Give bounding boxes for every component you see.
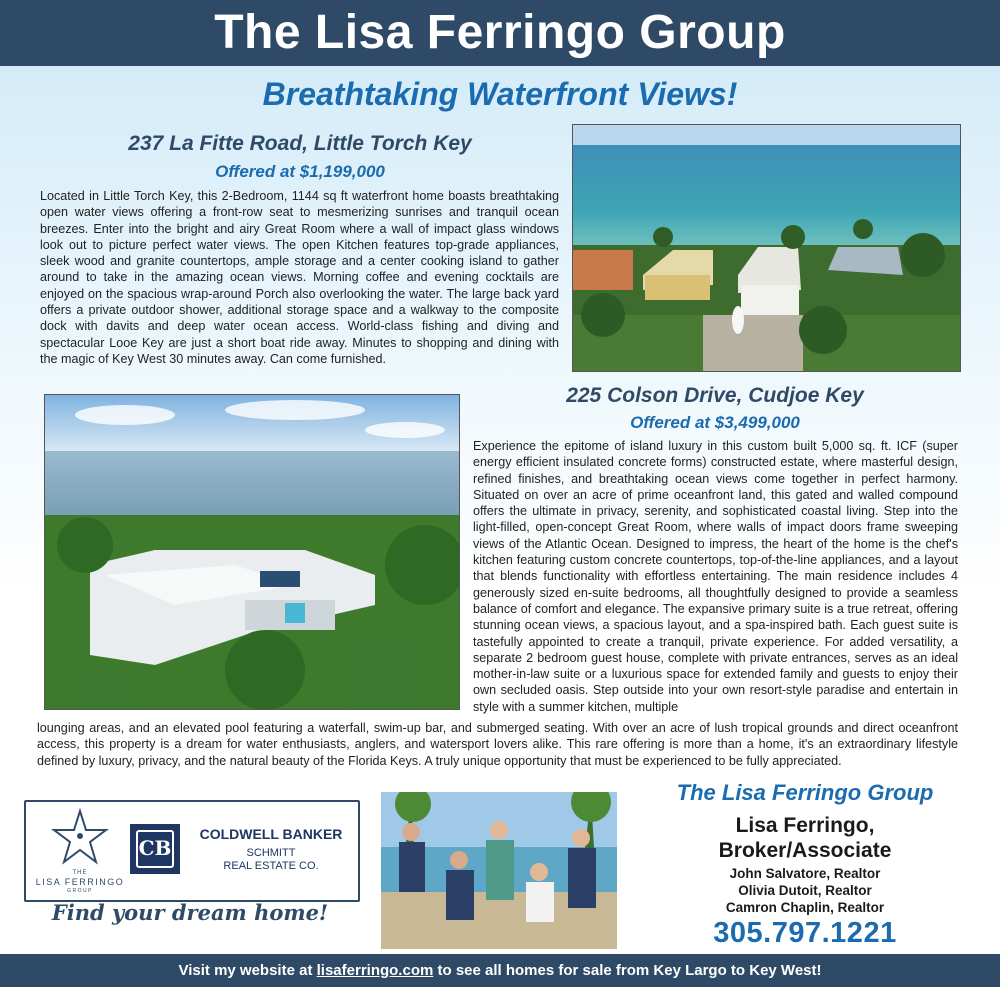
listing-1-address: 237 La Fitte Road, Little Torch Key [128, 132, 472, 155]
listing-2-photo [44, 394, 460, 710]
listing-2-description-part1: Experience the epitome of island luxury in this custom built 5,000 sq. ft. ICF (super energy efficient insulated concrete forms) constructed estate, where masterful design, refined finishes, and breathtaking ocean views come together in perfect harmony. Situated on over an acre of prime oceanfront land, this gated and walled compound offers the ultimate in privacy, serenity, and sophisticated coastal living. Step into the light-filled, open-concept Great Room, where walls of impact doors frame sweeping views of the Atlantic Ocean. Designed to impress, the heart of the home is the chef's kitchen featuring custom concrete countertops, top-of-the-line appliances, and a layout that blends functionality with effortless entertaining. The main residence includes 4 generously sized en-suite bedrooms, all thoughtfully designed to provide a seamless balance of comfort and elegance. The expansive primary suite is a true retreat, offering stunning ocean views, a spacious layout, and a spa-inspired bath. Each guest suite is tastefully appointed to create a tranquil, private experience. For added versatility, a separate 2 bedroom guest house, complete with private entrances, serves as an ideal mother-in-law suite or a luxurious space for extended family and guests to enjoy their own secluded oasis. Step outside into your own resort-style paradise and entertain in style with a summer kitchen, multiple [473, 439, 958, 714]
group-logo-bottom: GROUP [67, 888, 93, 894]
headline: Breathtaking Waterfront Views! [262, 76, 738, 112]
brokerage-line1: COLDWELL BANKER [199, 826, 343, 842]
listing-1-photo [572, 124, 961, 372]
team-group-photo [381, 792, 617, 949]
footer-bar [0, 954, 1000, 987]
logo-box [24, 800, 360, 902]
page-title: The Lisa Ferringo Group [214, 6, 786, 59]
website-link[interactable]: lisaferringo.com [316, 962, 434, 979]
brokerage-line2: SCHMITT [246, 847, 296, 859]
starfish-icon [50, 808, 110, 868]
broker-block [640, 813, 970, 863]
agent-3: Camron Chaplin, Realtor [725, 900, 885, 915]
footer-suffix: to see all homes for sale from Key Largo to Key West! [433, 962, 822, 979]
aerial-waterfront-photo-1 [573, 125, 960, 371]
listing-2-description-part2: lounging areas, and an elevated pool featuring a waterfall, swim-up bar, and submerged seating. With over an acre of lush tropical grounds and direct oceanfront access, this property is a dream for water enthusiasts, anglers, and watersport lovers alike. This rare offering is more than a home, it's an extraordinary lifestyle defined by luxury, privacy, and the natural beauty of the Florida Keys. A truly unique opportunity that must be experienced to be fully appreciated. [37, 721, 958, 768]
listing-1-price: Offered at $1,199,000 [215, 162, 385, 181]
agent-2: Olivia Dutoit, Realtor [738, 883, 872, 898]
brokerage-line3: REAL ESTATE CO. [223, 860, 319, 872]
broker-name: Lisa Ferringo, [735, 814, 875, 837]
listing-2-price: Offered at $3,499,000 [630, 413, 800, 432]
coldwell-banker-logo-icon: CB [130, 824, 180, 874]
footer-prefix: Visit my website at [178, 962, 317, 979]
header-banner [0, 0, 1000, 66]
group-logo-name: LISA FERRINGO [35, 877, 125, 887]
agent-list [640, 865, 970, 916]
team-photo [381, 792, 617, 949]
aerial-waterfront-photo-2 [45, 395, 459, 709]
team-name: The Lisa Ferringo Group [676, 780, 934, 805]
broker-title: Broker/Associate [718, 839, 892, 862]
phone-number[interactable]: 305.797.1221 [713, 917, 897, 949]
listing-2-address: 225 Colson Drive, Cudjoe Key [566, 384, 864, 407]
group-logo-top: THE [72, 870, 88, 876]
agent-1: John Salvatore, Realtor [729, 866, 881, 881]
listing-1-description: Located in Little Torch Key, this 2-Bedroom, 1144 sq ft waterfront home boasts breathtaking open water views offering a front-row seat to mesmerizing sunrises and tranquil ocean breezes. Enter into the bright and airy Great Room where a wall of impact glass windows look out to picture perfect water views. The open Kitchen features top-grade appliances, sleek wood and granite countertops, ample storage and a center cooking island to gather around to take in the amazing ocean views. Morning coffee and evening cocktails are enjoyed on the spacious wrap-around Porch also overlooking the water. The large back yard offers a private outdoor shower, additional storage space and a walkway to the composite dock with davits and deep water ocean access. World-class fishing and diving and spectacular Looe Key are just a short boat ride away. Minutes to shopping and dining with the magic of Key West 30 minutes away. Can come furnished. [40, 189, 559, 366]
tagline: Find your dream home! [51, 900, 329, 925]
